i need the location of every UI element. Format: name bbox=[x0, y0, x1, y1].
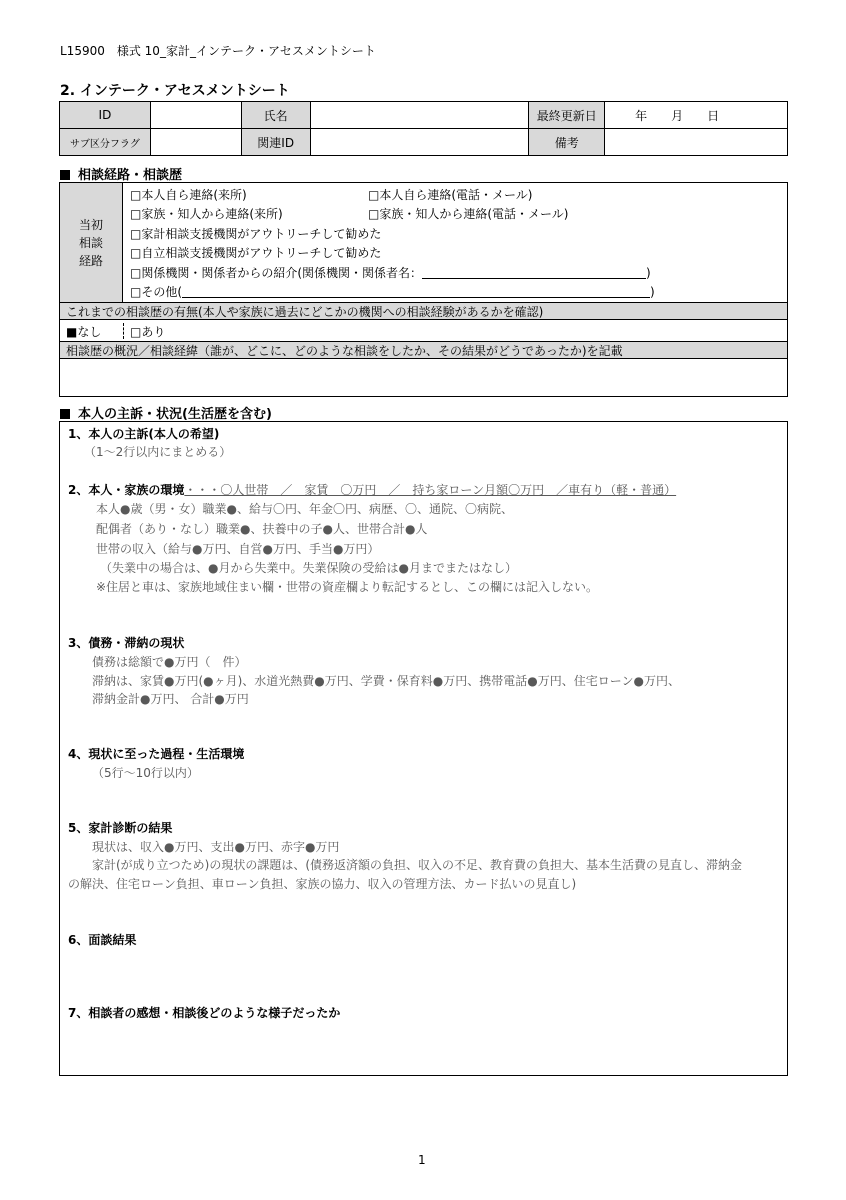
sub-flag-label: サブ区分フラグ bbox=[60, 129, 151, 156]
item7-title: 7、相談者の感想・相談後どのような様子だったか bbox=[68, 1006, 341, 1020]
item2-line2: 配偶者（あり・なし）職業●、扶養中の子●人、世帯合計●人 bbox=[96, 522, 428, 536]
sub-flag-field[interactable] bbox=[150, 129, 241, 156]
name-field[interactable] bbox=[310, 102, 529, 129]
item3-title: 3、債務・滞納の現状 bbox=[68, 636, 185, 650]
last-updated-label: 最終更新日 bbox=[529, 102, 605, 129]
square-bullet-icon bbox=[60, 170, 70, 180]
related-id-field[interactable] bbox=[310, 129, 529, 156]
option-none[interactable]: ■なし bbox=[66, 325, 102, 339]
item5-line3: の解決、住宅ローン負担、車ローン負担、家族の協力、収入の管理方法、カード払いの見直し) bbox=[68, 877, 577, 891]
other-blank[interactable] bbox=[182, 284, 650, 298]
remarks-label: 備考 bbox=[529, 129, 605, 156]
main-box[interactable] bbox=[59, 421, 788, 1076]
referral-name-blank[interactable] bbox=[422, 265, 646, 279]
header-table bbox=[59, 101, 788, 156]
id-label: ID bbox=[60, 102, 151, 129]
item2-line4: （失業中の場合は、●月から失業中。失業保険の受給は●月までまたはなし） bbox=[100, 561, 517, 575]
item2-summary: ・・・〇人世帯 ／ 家賃 〇万円 ／ 持ち家ローン月額〇万円 ／車有り（軽・普通） bbox=[184, 483, 677, 497]
option-self-visit[interactable]: □本人自ら連絡(来所) bbox=[130, 188, 247, 202]
document-id: L15900 様式 10_家計_インテーク・アセスメントシート bbox=[60, 44, 376, 58]
item3-line2: 滞納は、家賃●万円(●ヶ月)、水道光熱費●万円、学費・保育料●万円、携帯電話●万円、住宅ローン●万円、 bbox=[92, 674, 680, 688]
section-title: 2. インテーク・アセスメントシート bbox=[60, 83, 290, 99]
square-bullet-icon bbox=[60, 409, 70, 419]
option-other[interactable]: □その他( ) bbox=[130, 285, 655, 299]
history-bar: これまでの相談歴の有無(本人や家族に過去にどこかの機関への相談経験があるかを確認) bbox=[60, 302, 787, 320]
page-number: 1 bbox=[418, 1153, 426, 1167]
overview-bar: 相談歴の概況／相談経緯（誰が、どこに、どのような相談をしたか、その結果がどうであったか)を記載 bbox=[60, 341, 787, 359]
item2-line1: 本人●歳（男・女）職業●、給与〇円、年金〇円、病歴、〇、通院、〇病院、 bbox=[96, 502, 513, 516]
name-label: 氏名 bbox=[241, 102, 310, 129]
last-updated-field[interactable]: 年 月 日 bbox=[605, 102, 788, 129]
item6-title: 6、面談結果 bbox=[68, 933, 137, 947]
route-box bbox=[59, 182, 788, 397]
remarks-field[interactable] bbox=[605, 129, 788, 156]
item2-line5: ※住居と車は、家族地域住まい欄・世帯の資産欄より転記するとし、この欄には記入しない。 bbox=[96, 580, 599, 594]
item4-title: 4、現状に至った過程・生活環境 bbox=[68, 747, 245, 761]
item2-line3: 世帯の収入（給与●万円、自営●万円、手当●万円） bbox=[96, 542, 380, 556]
id-field[interactable] bbox=[150, 102, 241, 129]
option-yes[interactable]: □あり bbox=[130, 325, 166, 339]
route-heading: 相談経路・相談歴 bbox=[60, 164, 182, 183]
main-heading: 本人の主訴・状況(生活歴を含む) bbox=[60, 403, 272, 422]
option-independence-outreach[interactable]: □自立相談支援機関がアウトリーチして勧めた bbox=[130, 246, 382, 260]
option-referral[interactable]: □関係機関・関係者からの紹介(関係機関・関係者名： ) bbox=[130, 266, 651, 280]
item2-header bbox=[68, 481, 676, 498]
item5-line2: 家計(が成り立つため)の現状の課題は、(債務返済額の負担、収入の不足、教育費の負担大、基本生活費の見直し、滞納金 bbox=[92, 858, 743, 872]
item5-title: 5、家計診断の結果 bbox=[68, 821, 173, 835]
item4-hint: （5行～10行以内） bbox=[92, 766, 199, 780]
initial-route-label: 当初 相談 経路 bbox=[60, 183, 123, 302]
overview-field[interactable] bbox=[60, 360, 787, 396]
option-family-visit[interactable]: □家族・知人から連絡(来所) bbox=[130, 207, 283, 221]
item3-line1: 債務は総額で●万円（ 件） bbox=[92, 655, 247, 669]
option-self-phone[interactable]: □本人自ら連絡(電話・メール) bbox=[368, 188, 533, 202]
item5-line1: 現状は、収入●万円、支出●万円、赤字●万円 bbox=[92, 840, 340, 854]
option-household-outreach[interactable]: □家計相談支援機関がアウトリーチして勧めた bbox=[130, 227, 382, 241]
item1-title: 1、本人の主訴(本人の希望) bbox=[68, 427, 220, 441]
option-divider bbox=[123, 323, 124, 339]
item2-title: 2、本人・家族の環境 bbox=[68, 483, 185, 497]
option-family-phone[interactable]: □家族・知人から連絡(電話・メール) bbox=[368, 207, 569, 221]
item1-hint: （1～2行以内にまとめる） bbox=[84, 445, 232, 459]
item3-line3: 滞納金計●万円、 合計●万円 bbox=[92, 692, 249, 706]
related-id-label: 関連ID bbox=[241, 129, 310, 156]
